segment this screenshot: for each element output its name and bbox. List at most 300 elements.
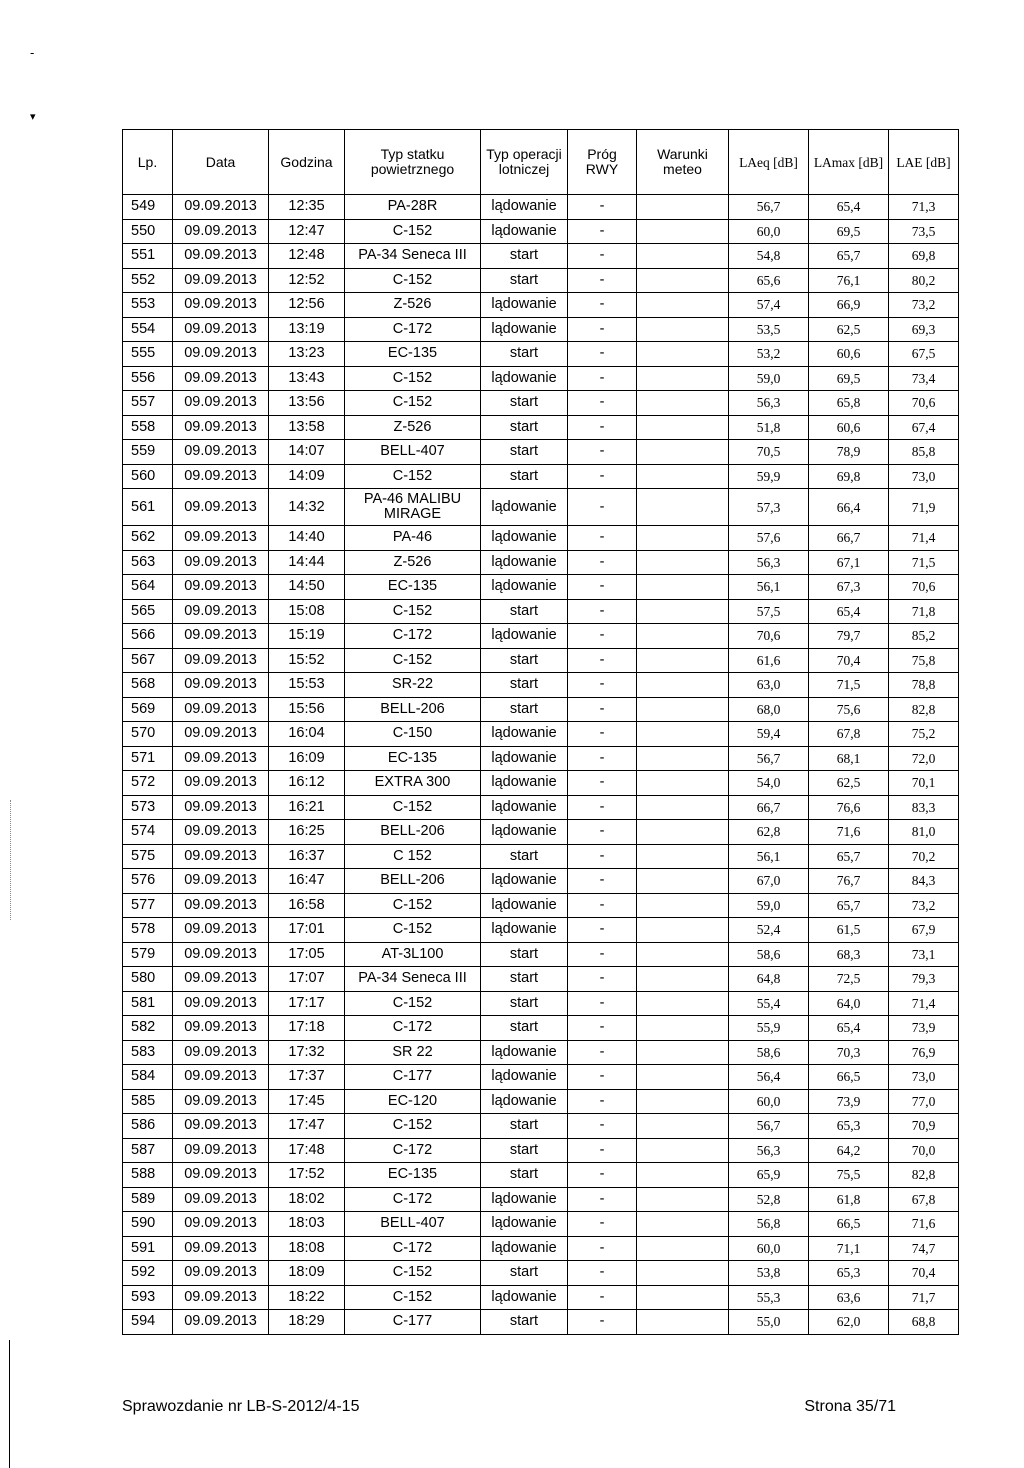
cell-data: 09.09.2013	[173, 415, 269, 440]
cell-prog-rwy: -	[568, 1285, 637, 1310]
cell-typ-operacji: start	[481, 648, 568, 673]
cell-laeq: 59,0	[729, 893, 809, 918]
cell-typ-statku: PA-28R	[345, 195, 481, 220]
cell-data: 09.09.2013	[173, 1236, 269, 1261]
cell-typ-operacji: lądowanie	[481, 722, 568, 747]
cell-lp: 560	[123, 464, 173, 489]
cell-lp: 587	[123, 1138, 173, 1163]
table-row	[123, 844, 959, 869]
cell-lamax: 64,2	[809, 1138, 889, 1163]
cell-lamax: 60,6	[809, 415, 889, 440]
cell-lae: 67,5	[889, 342, 959, 367]
cell-laeq: 70,5	[729, 440, 809, 465]
cell-lae: 67,9	[889, 918, 959, 943]
cell-typ-statku: EC-135	[345, 746, 481, 771]
cell-data: 09.09.2013	[173, 1310, 269, 1335]
cell-laeq: 56,1	[729, 575, 809, 600]
cell-typ-operacji: lądowanie	[481, 746, 568, 771]
cell-warunki-meteo	[637, 366, 729, 391]
cell-typ-statku: EC-120	[345, 1089, 481, 1114]
cell-lamax: 65,4	[809, 599, 889, 624]
table-row	[123, 1040, 959, 1065]
cell-laeq: 53,5	[729, 317, 809, 342]
cell-warunki-meteo	[637, 391, 729, 416]
cell-data: 09.09.2013	[173, 648, 269, 673]
cell-laeq: 54,0	[729, 771, 809, 796]
cell-godzina: 12:35	[269, 195, 345, 220]
cell-data: 09.09.2013	[173, 317, 269, 342]
cell-warunki-meteo	[637, 820, 729, 845]
cell-typ-statku: Z-526	[345, 550, 481, 575]
cell-typ-statku: C-172	[345, 624, 481, 649]
table-body	[123, 195, 959, 1335]
cell-godzina: 16:25	[269, 820, 345, 845]
table-row	[123, 1089, 959, 1114]
cell-prog-rwy: -	[568, 599, 637, 624]
cell-lae: 76,9	[889, 1040, 959, 1065]
cell-lamax: 72,5	[809, 967, 889, 992]
cell-prog-rwy: -	[568, 771, 637, 796]
cell-lamax: 73,9	[809, 1089, 889, 1114]
cell-typ-operacji: lądowanie	[481, 550, 568, 575]
cell-godzina: 12:48	[269, 244, 345, 269]
cell-godzina: 17:45	[269, 1089, 345, 1114]
cell-lae: 71,4	[889, 526, 959, 551]
cell-lae: 82,8	[889, 697, 959, 722]
cell-lae: 70,1	[889, 771, 959, 796]
table-row	[123, 550, 959, 575]
cell-lae: 85,2	[889, 624, 959, 649]
cell-warunki-meteo	[637, 673, 729, 698]
cell-data: 09.09.2013	[173, 366, 269, 391]
cell-typ-statku: C-177	[345, 1310, 481, 1335]
table-header	[123, 130, 959, 195]
cell-typ-operacji: start	[481, 673, 568, 698]
cell-prog-rwy: -	[568, 1261, 637, 1286]
table-row	[123, 366, 959, 391]
table-row	[123, 1016, 959, 1041]
cell-prog-rwy: -	[568, 1212, 637, 1237]
cell-godzina: 12:47	[269, 219, 345, 244]
cell-laeq: 56,3	[729, 391, 809, 416]
cell-prog-rwy: -	[568, 697, 637, 722]
cell-prog-rwy: -	[568, 746, 637, 771]
cell-warunki-meteo	[637, 1138, 729, 1163]
table-row	[123, 1187, 959, 1212]
cell-typ-operacji: lądowanie	[481, 1187, 568, 1212]
cell-warunki-meteo	[637, 1236, 729, 1261]
cell-typ-operacji: start	[481, 1163, 568, 1188]
table-row	[123, 599, 959, 624]
cell-laeq: 56,3	[729, 550, 809, 575]
cell-data: 09.09.2013	[173, 464, 269, 489]
table-row	[123, 771, 959, 796]
cell-data: 09.09.2013	[173, 244, 269, 269]
cell-lp: 580	[123, 967, 173, 992]
cell-laeq: 60,0	[729, 219, 809, 244]
cell-warunki-meteo	[637, 869, 729, 894]
cell-prog-rwy: -	[568, 1089, 637, 1114]
cell-prog-rwy: -	[568, 844, 637, 869]
cell-lp: 565	[123, 599, 173, 624]
cell-typ-operacji: lądowanie	[481, 366, 568, 391]
cell-typ-operacji: lądowanie	[481, 795, 568, 820]
cell-lp: 573	[123, 795, 173, 820]
cell-godzina: 15:56	[269, 697, 345, 722]
cell-lae: 78,8	[889, 673, 959, 698]
cell-godzina: 15:52	[269, 648, 345, 673]
cell-typ-operacji: start	[481, 244, 568, 269]
cell-data: 09.09.2013	[173, 550, 269, 575]
cell-lamax: 75,5	[809, 1163, 889, 1188]
cell-laeq: 52,8	[729, 1187, 809, 1212]
cell-typ-statku: PA-46	[345, 526, 481, 551]
cell-lamax: 71,5	[809, 673, 889, 698]
cell-prog-rwy: -	[568, 918, 637, 943]
cell-typ-statku: C-152	[345, 366, 481, 391]
cell-data: 09.09.2013	[173, 440, 269, 465]
header-lae: LAE [dB]	[889, 130, 959, 195]
cell-warunki-meteo	[637, 648, 729, 673]
cell-typ-operacji: lądowanie	[481, 1212, 568, 1237]
cell-warunki-meteo	[637, 293, 729, 318]
cell-warunki-meteo	[637, 526, 729, 551]
cell-lp: 583	[123, 1040, 173, 1065]
cell-warunki-meteo	[637, 624, 729, 649]
cell-laeq: 55,0	[729, 1310, 809, 1335]
cell-prog-rwy: -	[568, 317, 637, 342]
cell-prog-rwy: -	[568, 415, 637, 440]
cell-warunki-meteo	[637, 844, 729, 869]
table-row	[123, 317, 959, 342]
page-number: Strona 35/71	[804, 1398, 896, 1415]
cell-lae: 71,5	[889, 550, 959, 575]
cell-godzina: 15:08	[269, 599, 345, 624]
scan-mark-top: -	[30, 45, 35, 60]
cell-typ-statku: EC-135	[345, 1163, 481, 1188]
header-typ-operacji: Typ operacji lotniczej	[481, 130, 568, 195]
table-row	[123, 673, 959, 698]
cell-laeq: 63,0	[729, 673, 809, 698]
table-row	[123, 1285, 959, 1310]
header-lamax: LAmax [dB]	[809, 130, 889, 195]
cell-warunki-meteo	[637, 489, 729, 526]
cell-lae: 73,0	[889, 464, 959, 489]
cell-lamax: 75,6	[809, 697, 889, 722]
cell-typ-statku: SR-22	[345, 673, 481, 698]
cell-godzina: 18:29	[269, 1310, 345, 1335]
cell-data: 09.09.2013	[173, 820, 269, 845]
cell-lae: 80,2	[889, 268, 959, 293]
cell-lp: 567	[123, 648, 173, 673]
cell-typ-statku: C-152	[345, 918, 481, 943]
cell-warunki-meteo	[637, 1114, 729, 1139]
cell-warunki-meteo	[637, 268, 729, 293]
cell-warunki-meteo	[637, 722, 729, 747]
cell-prog-rwy: -	[568, 1114, 637, 1139]
cell-lae: 82,8	[889, 1163, 959, 1188]
cell-typ-statku: AT-3L100	[345, 942, 481, 967]
cell-typ-statku: C-152	[345, 1285, 481, 1310]
cell-lamax: 65,3	[809, 1261, 889, 1286]
cell-typ-operacji: start	[481, 599, 568, 624]
cell-godzina: 17:37	[269, 1065, 345, 1090]
cell-lae: 70,4	[889, 1261, 959, 1286]
cell-godzina: 17:48	[269, 1138, 345, 1163]
cell-typ-operacji: start	[481, 1310, 568, 1335]
cell-godzina: 18:02	[269, 1187, 345, 1212]
cell-typ-operacji: lądowanie	[481, 869, 568, 894]
cell-lae: 71,3	[889, 195, 959, 220]
cell-typ-operacji: start	[481, 697, 568, 722]
cell-warunki-meteo	[637, 550, 729, 575]
cell-prog-rwy: -	[568, 795, 637, 820]
cell-prog-rwy: -	[568, 195, 637, 220]
cell-laeq: 56,4	[729, 1065, 809, 1090]
cell-warunki-meteo	[637, 1261, 729, 1286]
cell-typ-operacji: lądowanie	[481, 195, 568, 220]
cell-lae: 67,4	[889, 415, 959, 440]
report-number: Sprawozdanie nr LB-S-2012/4-15	[122, 1398, 360, 1415]
cell-laeq: 64,8	[729, 967, 809, 992]
cell-prog-rwy: -	[568, 464, 637, 489]
cell-lamax: 65,7	[809, 844, 889, 869]
cell-lae: 81,0	[889, 820, 959, 845]
cell-lp: 586	[123, 1114, 173, 1139]
cell-lae: 68,8	[889, 1310, 959, 1335]
cell-lae: 70,9	[889, 1114, 959, 1139]
cell-lp: 589	[123, 1187, 173, 1212]
cell-laeq: 53,2	[729, 342, 809, 367]
cell-lae: 70,2	[889, 844, 959, 869]
cell-laeq: 52,4	[729, 918, 809, 943]
cell-laeq: 59,4	[729, 722, 809, 747]
cell-typ-operacji: lądowanie	[481, 1285, 568, 1310]
table-row	[123, 415, 959, 440]
cell-laeq: 66,7	[729, 795, 809, 820]
cell-godzina: 17:32	[269, 1040, 345, 1065]
cell-data: 09.09.2013	[173, 1065, 269, 1090]
cell-typ-statku: BELL-206	[345, 869, 481, 894]
scan-edge-line	[9, 1340, 10, 1468]
cell-typ-operacji: start	[481, 991, 568, 1016]
cell-lp: 568	[123, 673, 173, 698]
cell-typ-statku: C-150	[345, 722, 481, 747]
cell-data: 09.09.2013	[173, 1261, 269, 1286]
cell-lp: 561	[123, 489, 173, 526]
cell-data: 09.09.2013	[173, 893, 269, 918]
cell-lae: 79,3	[889, 967, 959, 992]
cell-laeq: 57,3	[729, 489, 809, 526]
cell-warunki-meteo	[637, 415, 729, 440]
cell-laeq: 55,3	[729, 1285, 809, 1310]
table-row	[123, 1114, 959, 1139]
cell-godzina: 14:44	[269, 550, 345, 575]
cell-prog-rwy: -	[568, 489, 637, 526]
cell-warunki-meteo	[637, 464, 729, 489]
cell-typ-operacji: lądowanie	[481, 1236, 568, 1261]
cell-warunki-meteo	[637, 1089, 729, 1114]
cell-laeq: 67,0	[729, 869, 809, 894]
cell-warunki-meteo	[637, 317, 729, 342]
cell-prog-rwy: -	[568, 219, 637, 244]
cell-warunki-meteo	[637, 575, 729, 600]
table-row	[123, 967, 959, 992]
cell-godzina: 17:47	[269, 1114, 345, 1139]
cell-warunki-meteo	[637, 342, 729, 367]
cell-lp: 557	[123, 391, 173, 416]
cell-lamax: 65,3	[809, 1114, 889, 1139]
cell-typ-statku: EC-135	[345, 342, 481, 367]
header-laeq: LAeq [dB]	[729, 130, 809, 195]
cell-typ-operacji: lądowanie	[481, 918, 568, 943]
cell-godzina: 16:21	[269, 795, 345, 820]
table-row	[123, 991, 959, 1016]
cell-lae: 73,0	[889, 1065, 959, 1090]
cell-lp: 550	[123, 219, 173, 244]
cell-typ-statku: BELL-407	[345, 1212, 481, 1237]
cell-data: 09.09.2013	[173, 1187, 269, 1212]
cell-prog-rwy: -	[568, 1040, 637, 1065]
cell-typ-operacji: start	[481, 1261, 568, 1286]
cell-lamax: 63,6	[809, 1285, 889, 1310]
cell-godzina: 12:56	[269, 293, 345, 318]
cell-lamax: 67,1	[809, 550, 889, 575]
cell-warunki-meteo	[637, 697, 729, 722]
cell-data: 09.09.2013	[173, 918, 269, 943]
cell-prog-rwy: -	[568, 722, 637, 747]
cell-lamax: 62,5	[809, 317, 889, 342]
cell-lae: 75,2	[889, 722, 959, 747]
cell-data: 09.09.2013	[173, 942, 269, 967]
cell-prog-rwy: -	[568, 1163, 637, 1188]
table-row	[123, 489, 959, 526]
cell-prog-rwy: -	[568, 942, 637, 967]
cell-data: 09.09.2013	[173, 1163, 269, 1188]
cell-prog-rwy: -	[568, 1187, 637, 1212]
cell-godzina: 12:52	[269, 268, 345, 293]
cell-lp: 556	[123, 366, 173, 391]
cell-godzina: 18:08	[269, 1236, 345, 1261]
cell-data: 09.09.2013	[173, 697, 269, 722]
cell-typ-statku: BELL-206	[345, 697, 481, 722]
cell-lae: 71,4	[889, 991, 959, 1016]
cell-warunki-meteo	[637, 1310, 729, 1335]
table-row	[123, 795, 959, 820]
cell-lp: 562	[123, 526, 173, 551]
scan-mark-second: ▾	[30, 111, 36, 123]
cell-lamax: 65,7	[809, 893, 889, 918]
cell-typ-operacji: lądowanie	[481, 575, 568, 600]
cell-typ-statku: C-152	[345, 219, 481, 244]
cell-warunki-meteo	[637, 771, 729, 796]
cell-data: 09.09.2013	[173, 1114, 269, 1139]
cell-lamax: 68,3	[809, 942, 889, 967]
cell-typ-statku: C-152	[345, 648, 481, 673]
table-row	[123, 1065, 959, 1090]
cell-lp: 549	[123, 195, 173, 220]
cell-data: 09.09.2013	[173, 795, 269, 820]
cell-lamax: 76,6	[809, 795, 889, 820]
header-lp: Lp.	[123, 130, 173, 195]
cell-data: 09.09.2013	[173, 746, 269, 771]
cell-lamax: 61,5	[809, 918, 889, 943]
cell-lp: 584	[123, 1065, 173, 1090]
header-data: Data	[173, 130, 269, 195]
cell-lae: 71,6	[889, 1212, 959, 1237]
cell-prog-rwy: -	[568, 575, 637, 600]
cell-warunki-meteo	[637, 1016, 729, 1041]
cell-lp: 563	[123, 550, 173, 575]
table-row	[123, 268, 959, 293]
cell-prog-rwy: -	[568, 268, 637, 293]
cell-lp: 572	[123, 771, 173, 796]
cell-prog-rwy: -	[568, 1065, 637, 1090]
cell-lamax: 71,1	[809, 1236, 889, 1261]
table-row	[123, 244, 959, 269]
cell-warunki-meteo	[637, 440, 729, 465]
cell-laeq: 57,5	[729, 599, 809, 624]
table-row	[123, 1138, 959, 1163]
cell-data: 09.09.2013	[173, 195, 269, 220]
cell-lae: 69,8	[889, 244, 959, 269]
cell-typ-operacji: start	[481, 391, 568, 416]
cell-laeq: 54,8	[729, 244, 809, 269]
header-godzina: Godzina	[269, 130, 345, 195]
table-row	[123, 1212, 959, 1237]
cell-typ-operacji: start	[481, 342, 568, 367]
table-row	[123, 697, 959, 722]
cell-data: 09.09.2013	[173, 624, 269, 649]
cell-prog-rwy: -	[568, 391, 637, 416]
cell-typ-operacji: lądowanie	[481, 820, 568, 845]
cell-lp: 593	[123, 1285, 173, 1310]
cell-lp: 577	[123, 893, 173, 918]
cell-data: 09.09.2013	[173, 673, 269, 698]
cell-lae: 69,3	[889, 317, 959, 342]
cell-typ-statku: C-172	[345, 1016, 481, 1041]
cell-warunki-meteo	[637, 599, 729, 624]
cell-typ-operacji: lądowanie	[481, 1040, 568, 1065]
cell-godzina: 14:09	[269, 464, 345, 489]
cell-lae: 84,3	[889, 869, 959, 894]
cell-typ-statku: EC-135	[345, 575, 481, 600]
cell-lamax: 66,9	[809, 293, 889, 318]
cell-data: 09.09.2013	[173, 771, 269, 796]
cell-laeq: 60,0	[729, 1089, 809, 1114]
cell-lp: 588	[123, 1163, 173, 1188]
cell-godzina: 14:40	[269, 526, 345, 551]
cell-lae: 71,8	[889, 599, 959, 624]
cell-lae: 74,7	[889, 1236, 959, 1261]
cell-lp: 569	[123, 697, 173, 722]
scan-dotted-line	[10, 800, 11, 920]
cell-typ-statku: C 152	[345, 844, 481, 869]
cell-typ-statku: Z-526	[345, 415, 481, 440]
cell-godzina: 14:50	[269, 575, 345, 600]
cell-lamax: 66,7	[809, 526, 889, 551]
cell-prog-rwy: -	[568, 869, 637, 894]
cell-lae: 67,8	[889, 1187, 959, 1212]
cell-lae: 73,5	[889, 219, 959, 244]
cell-lae: 75,8	[889, 648, 959, 673]
table-row	[123, 342, 959, 367]
cell-laeq: 62,8	[729, 820, 809, 845]
cell-lamax: 65,7	[809, 244, 889, 269]
cell-laeq: 57,4	[729, 293, 809, 318]
table-row	[123, 1261, 959, 1286]
cell-lp: 554	[123, 317, 173, 342]
